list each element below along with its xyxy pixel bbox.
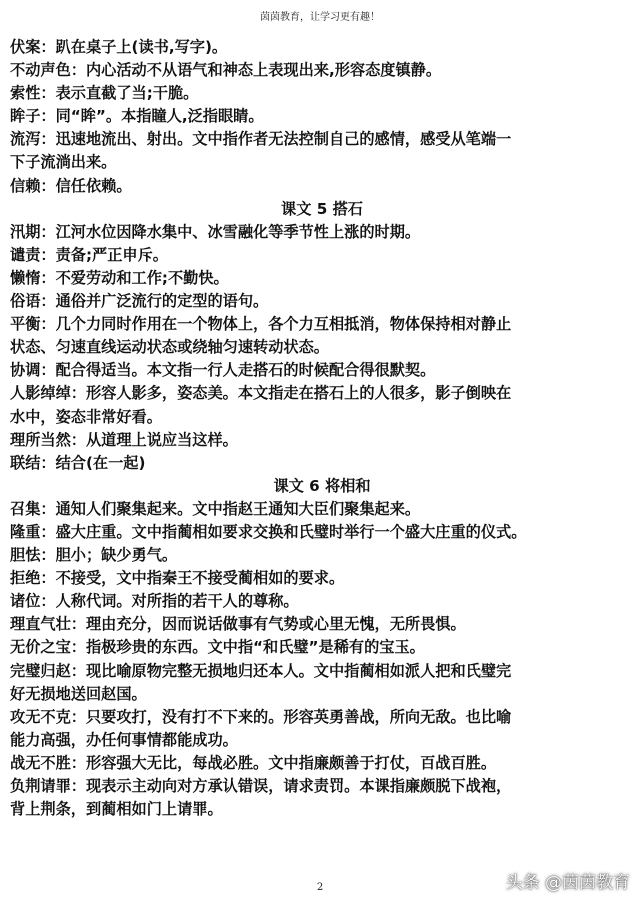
page-number: 2 <box>316 882 324 893</box>
definition-line: 能力高强，办任何事情都能成功。 <box>10 730 238 749</box>
definition-line: 协调：配合得适当。本文指一行人走搭石的时候配合得很默契。 <box>10 361 436 380</box>
definition-line: 汛期：江河水位因降水集中、冰雪融化等季节性上涨的时期。 <box>10 222 421 241</box>
definition-line: 理直气壮：理由充分，因而说话做事有气势或心里无愧，无所畏惧。 <box>10 615 466 634</box>
definition-line: 流泻：迅速地流出、射出。文中指作者无法控制自己的感情，感受从笔端一 <box>10 130 512 149</box>
definition-line: 完璧归赵：现比喻原物完整无损地归还本人。文中指蔺相如派人把和氏璧完 <box>10 661 512 680</box>
definition-line: 信赖：信任依赖。 <box>10 176 132 195</box>
definition-line: 状态、匀速直线运动状态或绕轴匀速转动状态。 <box>10 338 329 357</box>
definition-line: 懒惰：不爱劳动和工作;不勤快。 <box>10 268 229 287</box>
definition-line: 谴责：责备;严正申斥。 <box>10 245 168 264</box>
definition-line: 下子流淌出来。 <box>10 153 117 172</box>
watermark: 头条 @茵茵教育 <box>505 873 630 893</box>
section-title: 课文 5 搭石 <box>281 199 363 218</box>
definition-line: 攻无不克：只要攻打，没有打不下来的。形容英勇善战，所向无敌。也比喻 <box>10 707 512 726</box>
definition-line: 负荆请罪：现表示主动向对方承认错误，请求责罚。本课指廉颇脱下战袍， <box>10 777 512 795</box>
definition-line: 理所当然：从道理上说应当这样。 <box>10 430 238 449</box>
definition-line: 召集：通知人们聚集起来。文中指赵王通知大臣们聚集起来。 <box>10 499 421 518</box>
page-header: 茵茵教育，让学习更有趣！ <box>260 12 380 23</box>
definition-line: 平衡：几个力同时作用在一个物体上，各个力互相抵消，物体保持相对静止 <box>10 315 512 334</box>
definition-line: 隆重：盛大庄重。文中指蔺相如要求交换和氏璧时举行一个盛大庄重的仪式。 <box>10 522 527 541</box>
document-body <box>10 36 634 821</box>
definition-line: 战无不胜：形容强大无比，每战必胜。文中指廉颇善于打仗，百战百胜。 <box>10 753 496 772</box>
definition-line: 眸子：同“眸”。本指瞳人,泛指眼睛。 <box>10 107 264 126</box>
definition-line: 联结：结合(在一起) <box>10 453 146 472</box>
definition-line: 无价之宝：指极珍贵的东西。文中指“和氏璧”是稀有的宝玉。 <box>10 638 425 657</box>
definition-line: 俗语：通俗并广泛流行的定型的语句。 <box>10 292 269 311</box>
definition-line: 背上荆条，到蔺相如门上请罪。 <box>10 800 223 819</box>
definition-line: 不动声色：内心活动不从语气和神态上表现出来,形容态度镇静。 <box>10 61 442 80</box>
definition-line: 拒绝：不接受，文中指秦王不接受蔺相如的要求。 <box>10 569 345 588</box>
definition-line: 伏案：趴在桌子上(读书,写字)。 <box>10 38 228 56</box>
definition-line: 胆怯：胆小；缺少勇气。 <box>10 546 178 565</box>
definition-line: 水中，姿态非常好看。 <box>10 407 162 426</box>
definition-line: 索性：表示直截了当;干脆。 <box>10 84 199 103</box>
definition-line: 好无损地送回赵国。 <box>10 684 147 703</box>
definition-line: 诸位：人称代词。对所指的若干人的尊称。 <box>10 592 299 611</box>
definition-line: 人影绰绰：形容人影多，姿态美。本文指走在搭石上的人很多，影子倒映在 <box>10 384 512 403</box>
section-title: 课文 6 将相和 <box>273 476 371 495</box>
